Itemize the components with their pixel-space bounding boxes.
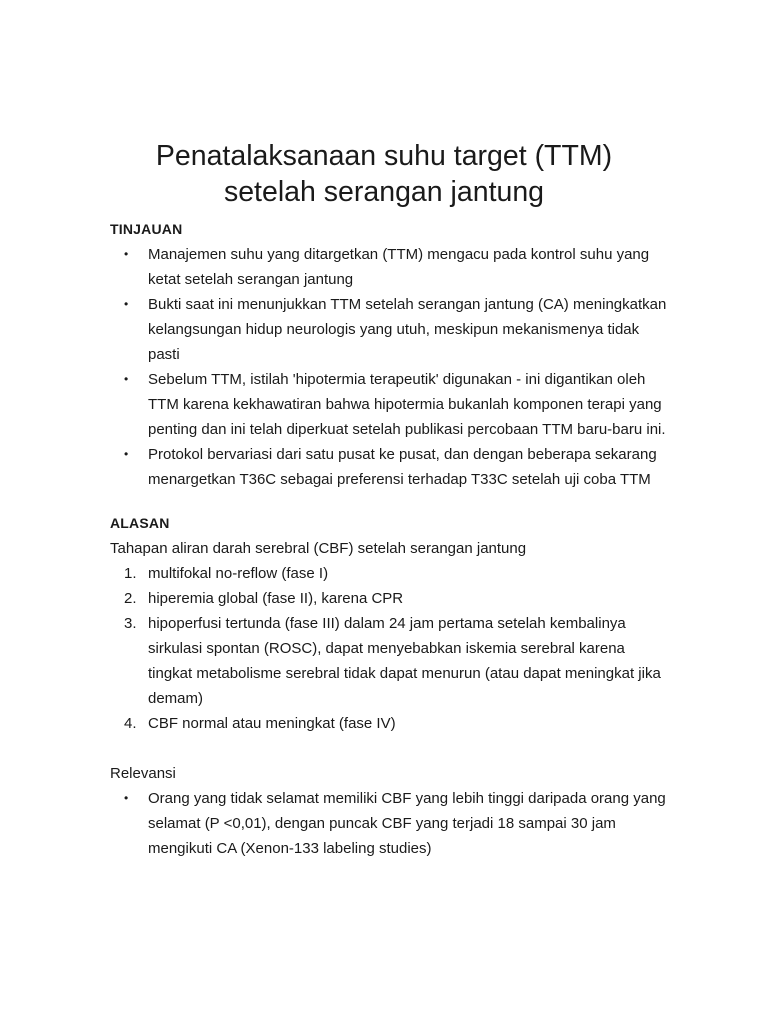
list-item — [110, 711, 670, 736]
list-text: CBF normal atau meningkat (fase IV) — [148, 715, 396, 732]
list-item — [110, 586, 670, 611]
list-text: multifokal no-reflow (fase I) — [148, 565, 329, 582]
title-line-2: setelah serangan jantung — [223, 176, 545, 208]
list-item: • Bukti saat ini menunjukkan TTM setelah serangan jantung (CA) meningkatkan kelangsungan hidup neurologis yang utuh, meskipun mekanismenya tidak pasti — [110, 292, 670, 367]
rationale-intro: Tahapan aliran darah serebral (CBF) setelah serangan jantung — [110, 540, 527, 557]
list-item: • Protokol bervariasi dari satu pusat ke pusat, dan dengan beberapa sekarang menargetkan T36C sebagai preferensi terhadap T33C setelah uji coba TTM — [110, 442, 670, 492]
document-body — [110, 217, 670, 861]
list-number: 2. — [124, 590, 137, 607]
list-item: • Sebelum TTM, istilah 'hipotermia terapeutik' digunakan - ini digantikan oleh TTM karena kekhawatiran bahwa hipotermia bukanlah komponen terapi yang penting dan ini telah diperkuat setelah publikasi percobaan TTM baru-baru ini. — [110, 367, 670, 442]
list-item — [110, 611, 670, 711]
overview-list — [110, 242, 670, 492]
relevance-list — [110, 786, 670, 861]
overview-heading: TINJAUAN — [110, 221, 183, 237]
list-item — [110, 561, 670, 586]
rationale-heading: ALASAN — [110, 515, 170, 531]
list-text: hipoperfusi tertunda (fase III) dalam 24 jam pertama setelah kembalinya sirkulasi spontan (ROSC), dapat menyebabkan iskemia serebral karena tingkat metabolisme serebral tidak dapat menurun (atau dapat meningkat jika demam) — [148, 615, 661, 707]
list-number: 1. — [124, 565, 137, 582]
list-number: 4. — [124, 715, 137, 732]
section-spacer — [110, 736, 670, 761]
title-line-1: Penatalaksanaan suhu target (TTM) — [155, 140, 613, 172]
relevance-heading: Relevansi — [110, 765, 176, 782]
section-spacer — [110, 492, 670, 511]
list-text: hiperemia global (fase II), karena CPR — [148, 590, 404, 607]
rationale-list — [110, 561, 670, 736]
list-item: • Orang yang tidak selamat memiliki CBF yang lebih tinggi daripada orang yang selamat (P <0,01), dengan puncak CBF yang terjadi 18 sampai 30 jam mengikuti CA (Xenon-133 labeling studies) — [110, 786, 670, 861]
list-item: • Manajemen suhu yang ditargetkan (TTM) mengacu pada kontrol suhu yang ketat setelah serangan jantung — [110, 242, 670, 292]
list-number: 3. — [124, 615, 137, 632]
page-title — [0, 138, 768, 210]
